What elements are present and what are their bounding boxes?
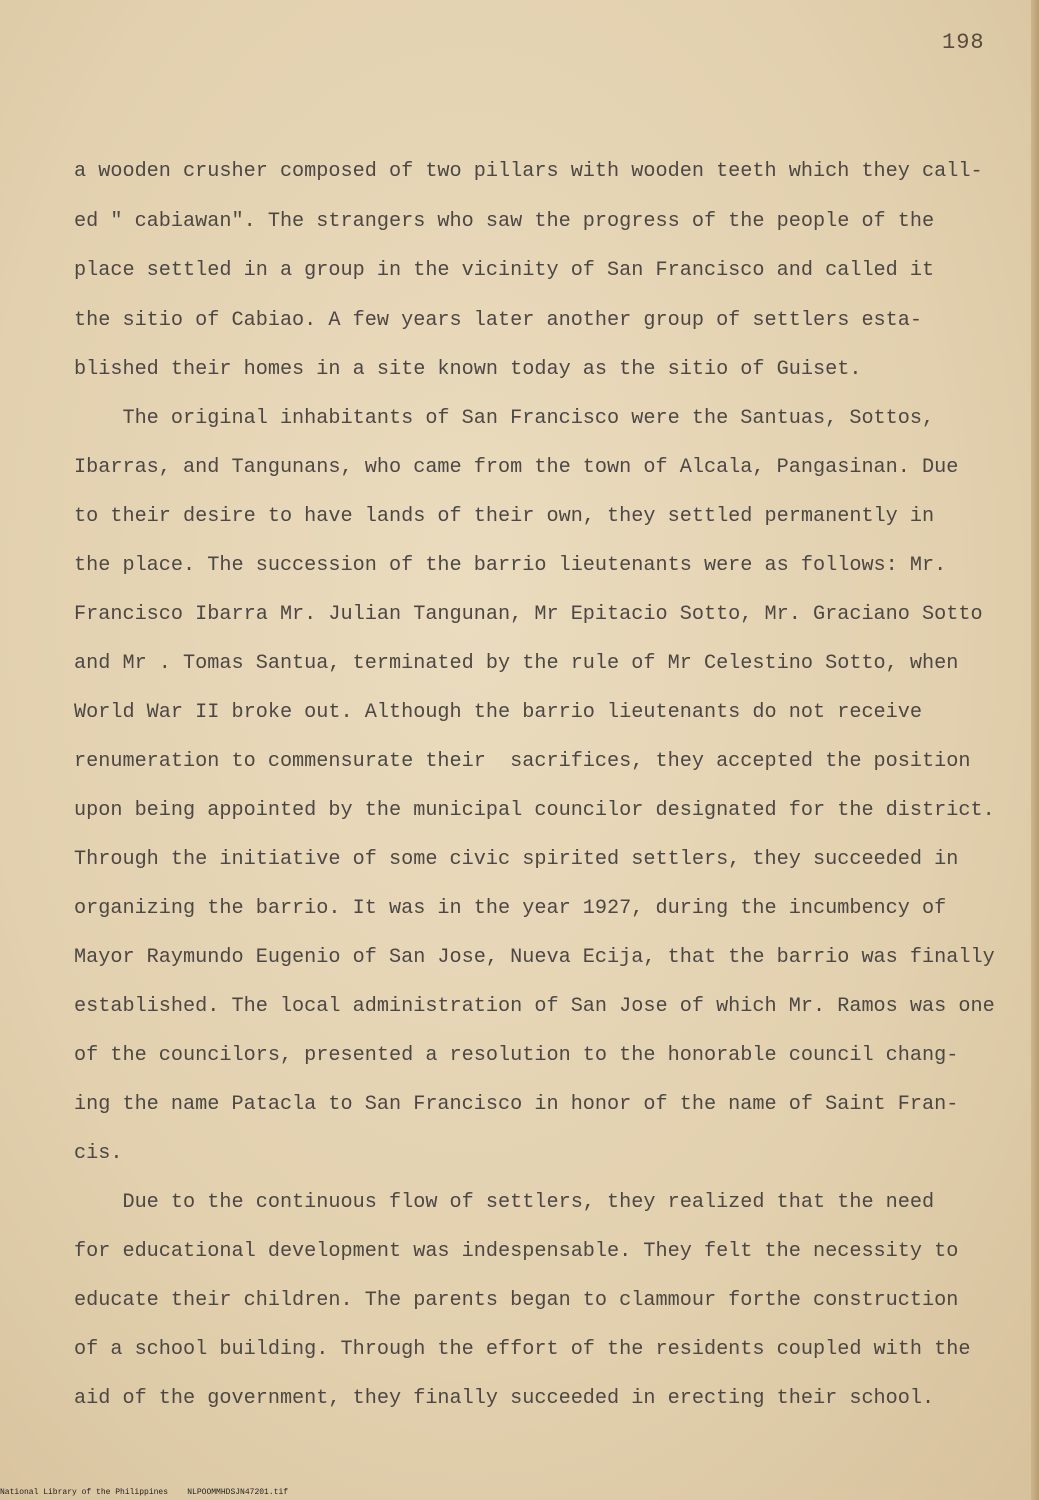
text-line: Due to the continuous flow of settlers, they realized that the need [74, 1191, 935, 1214]
text-line: Mayor Raymundo Eugenio of San Jose, Nueva Ecija, that the barrio was finally [74, 946, 995, 969]
text-line: Francisco Ibarra Mr. Julian Tangunan, Mr Epitacio Sotto, Mr. Graciano Sotto [74, 603, 983, 626]
text-line: a wooden crusher composed of two pillars with wooden teeth which they call- [74, 160, 983, 183]
text-line: the sitio of Cabiao. A few years later another group of settlers esta- [74, 309, 923, 332]
text-line: place settled in a group in the vicinity of San Francisco and called it [74, 259, 935, 282]
footer-filename: NLPOOMMHDSJN47201.tif [187, 1488, 289, 1497]
text-line: for educational development was indespensable. They felt the necessity to [74, 1240, 959, 1263]
text-line: organizing the barrio. It was in the year 1927, during the incumbency of [74, 897, 947, 920]
text-line: Through the initiative of some civic spirited settlers, they succeeded in [74, 848, 959, 871]
page-edge-shadow [1031, 0, 1039, 1500]
text-line: of the councilors, presented a resolution to the honorable council chang- [74, 1044, 959, 1067]
text-line: established. The local administration of San Jose of which Mr. Ramos was one [74, 995, 995, 1018]
footer-library: National Library of the Philippines [0, 1488, 169, 1497]
scan-footer [0, 1488, 288, 1498]
page-number: 198 [942, 30, 985, 55]
text-line: World War II broke out. Although the barrio lieutenants do not receive [74, 701, 923, 724]
text-line: the place. The succession of the barrio lieutenants were as follows: Mr. [74, 554, 947, 577]
text-line: educate their children. The parents began to clammour forthe construction [74, 1289, 959, 1312]
text-line: ing the name Patacla to San Francisco in honor of the name of Saint Fran- [74, 1093, 959, 1116]
text-line: to their desire to have lands of their own, they settled permanently in [74, 505, 935, 528]
text-line: renumeration to commensurate their sacrifices, they accepted the position [74, 750, 971, 773]
text-line: upon being appointed by the municipal councilor designated for the district. [74, 799, 995, 822]
text-line: Ibarras, and Tangunans, who came from the town of Alcala, Pangasinan. Due [74, 456, 959, 479]
text-line: ed " cabiawan". The strangers who saw the progress of the people of the [74, 210, 935, 233]
text-line: The original inhabitants of San Francisco were the Santuas, Sottos, [74, 407, 935, 430]
text-line: of a school building. Through the effort of the residents coupled with the [74, 1338, 971, 1361]
text-line: blished their homes in a site known today as the sitio of Guiset. [74, 358, 862, 381]
text-line: and Mr . Tomas Santua, terminated by the rule of Mr Celestino Sotto, when [74, 652, 959, 675]
text-line: cis. [74, 1142, 123, 1165]
text-line: aid of the government, they finally succeeded in erecting their school. [74, 1387, 935, 1410]
